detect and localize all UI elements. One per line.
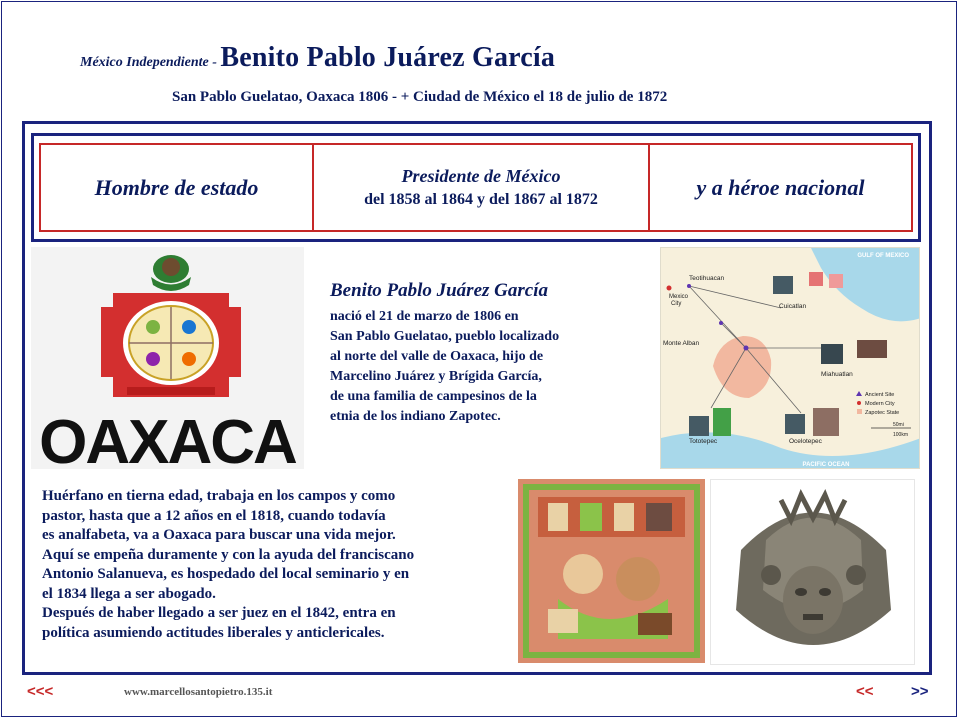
banner-right-text: y a héroe nacional — [696, 174, 865, 200]
story-line: pastor, hasta que a 12 años en el 1818, cuando todavía — [42, 507, 386, 524]
site-url: www.marcellosantopietro.135.it — [124, 686, 273, 698]
map-scale-mi: 50mi — [893, 422, 904, 428]
bio-line: etnia de los indiano Zapotec. — [330, 409, 501, 424]
banner-middle — [314, 145, 650, 230]
banner — [39, 143, 913, 232]
nav-prev-button[interactable]: << — [856, 683, 874, 700]
banner-left-text: Hombre de estado — [41, 145, 314, 230]
map-label-cuicatlan: Cuicatlan — [779, 303, 807, 310]
bio-line: nació el 21 de marzo de 1806 en — [330, 309, 519, 324]
page-subtitle: San Pablo Guelatao, Oaxaca 1806 - + Ciudad de México el 18 de julio de 1872 — [172, 89, 668, 105]
bio-line: Marcelino Juárez y Brígida García, — [330, 369, 542, 384]
bio-title: Benito Pablo Juárez García — [330, 280, 548, 301]
map-legend-ancient-site: Ancient Site — [865, 392, 895, 398]
map-graphic — [661, 248, 920, 469]
section-pretitle: México Independiente - — [80, 55, 221, 70]
codex-graphic — [518, 479, 705, 663]
map-legend-zapotec-state: Zapotec State — [865, 410, 900, 416]
map-label-pacific: PACIFIC OCEAN — [802, 462, 850, 468]
zapotec-codex-image — [518, 479, 705, 663]
banner-middle-title: Presidente de México — [401, 166, 561, 186]
story-line: es analfabeta, va a Oaxaca para buscar una vida mejor. — [42, 527, 396, 543]
map-label-monte-alban: Monte Alban — [663, 340, 700, 347]
map-label-mexico-city-2: City — [671, 301, 682, 307]
story-line: Después de haber llegado a ser juez en el 1842, entra en — [42, 605, 396, 621]
page-title: Benito Pablo Juárez García — [220, 42, 556, 73]
oaxaca-logo-text: OAXACA — [39, 408, 296, 469]
header-title-line — [80, 42, 555, 74]
map-legend-modern-city: Modern City — [865, 401, 895, 407]
bio-line: San Pablo Guelatao, pueblo localizado — [330, 329, 560, 344]
oaxaca-logo-image — [31, 247, 304, 469]
map-label-gulf: GULF OF MEXICO — [857, 253, 909, 259]
map-label-miahuatlan: Miahuatlan — [821, 371, 853, 378]
map-label-teotihuacan: Teotihuacan — [689, 275, 725, 282]
bio-block — [330, 279, 650, 427]
urn-graphic — [711, 480, 915, 665]
story-line: Antonio Salanueva, es hospedado del local seminario y en — [42, 566, 410, 582]
nav-first-button[interactable]: <<< — [27, 683, 54, 700]
story-line: Aquí se empeña duramente y con la ayuda del franciscano — [42, 546, 415, 563]
nav-next-button[interactable]: >> — [911, 683, 929, 700]
banner-middle-dates: del 1858 al 1864 y del 1867 al 1872 — [364, 191, 598, 208]
map-label-ocelotepec: Ocelotepec — [789, 438, 822, 445]
story-block — [42, 487, 514, 643]
map-scale-km: 100km — [893, 432, 909, 438]
zapotec-urn-image — [710, 479, 915, 665]
story-line: el 1834 llega a ser abogado. — [42, 585, 216, 602]
map-label-mexico-city: Mexico — [669, 294, 689, 300]
story-line: política asumiendo actitudes liberales y anticlericales. — [42, 624, 385, 641]
story-line: Huérfano en tierna edad, trabaja en los campos y como — [42, 488, 396, 504]
zapotec-region-map — [660, 247, 920, 469]
bio-line: de una familia de campesinos de la — [330, 389, 537, 404]
map-label-tototepec: Tototepec — [689, 438, 718, 445]
bio-line: al norte del valle de Oaxaca, hijo de — [330, 349, 544, 364]
